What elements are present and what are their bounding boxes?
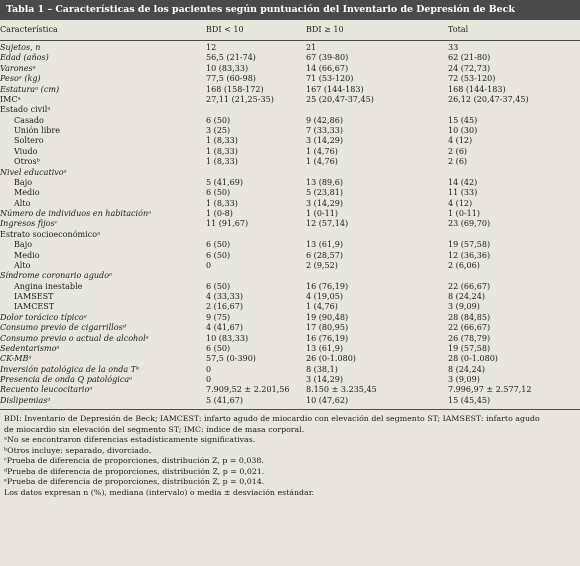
row-label: IMCᵃ xyxy=(0,94,21,104)
note-line: Los datos expresan n (%), mediana (intervalo) o media ± desviación estándar. xyxy=(4,487,315,497)
cell-bdi-high xyxy=(306,168,448,178)
table-row xyxy=(0,105,580,115)
cell-bdi-high: 1 (4,76) xyxy=(306,157,338,167)
cell-bdi-low: 11 (91,67) xyxy=(206,219,249,229)
cell-total xyxy=(448,105,580,115)
table-row xyxy=(0,219,580,229)
note-line: ᵇOtros incluye: separado, divorciado. xyxy=(4,445,152,455)
cell-total xyxy=(448,230,580,240)
cell-bdi-low: 1 (8,33) xyxy=(206,136,238,146)
cell-bdi-low: 6 (50) xyxy=(206,250,231,260)
row-label: Alto xyxy=(14,198,31,208)
cell-bdi-low: 6 (50) xyxy=(206,115,231,125)
table-row xyxy=(0,282,580,292)
note-line: ᵃNo se encontraron diferencias estadísticamente significativas. xyxy=(4,435,256,445)
cell-total: 4 (12) xyxy=(448,198,473,208)
cell-total: 8 (24,24) xyxy=(448,364,485,374)
note-line: ᵈPrueba de diferencia de proporciones, distribución Z, p = 0,021. xyxy=(4,466,265,476)
table-row xyxy=(0,41,580,54)
note-line: de miocardio sin elevación del segmento ST; IMC: índice de masa corporal. xyxy=(4,424,305,434)
table-row xyxy=(0,271,580,281)
cell-bdi-low xyxy=(206,168,306,178)
cell-total: 2 (6,06) xyxy=(448,260,480,270)
cell-bdi-low: 1 (8,33) xyxy=(206,157,238,167)
cell-bdi-high: 71 (53-120) xyxy=(306,74,354,84)
cell-total: 7.996,97 ± 2.577,12 xyxy=(448,385,532,395)
table-row xyxy=(0,344,580,354)
cell-bdi-low: 0 xyxy=(206,364,212,374)
row-label: Dolor torácico típicoᵃ xyxy=(0,312,87,322)
row-label: Casado xyxy=(14,115,44,125)
cell-total: 22 (66,67) xyxy=(448,281,491,291)
cell-total: 24 (72,73) xyxy=(448,63,491,73)
cell-total: 33 xyxy=(448,43,459,52)
cell-bdi-high: 3 (14,29) xyxy=(306,198,343,208)
cell-bdi-high: 13 (89,6) xyxy=(306,177,343,187)
cell-bdi-high: 26 (0-1.080) xyxy=(306,354,356,364)
cell-bdi-low: 57,5 (0-390) xyxy=(206,354,256,364)
cell-bdi-high: 13 (61,9) xyxy=(306,240,343,250)
row-label: Estrato socioeconómicoᵃ xyxy=(0,229,101,239)
table-row xyxy=(0,240,580,250)
cell-bdi-high: 16 (76,19) xyxy=(306,281,349,291)
cell-bdi-low: 6 (50) xyxy=(206,343,231,353)
row-label: Edad (años) xyxy=(0,53,49,63)
table-row xyxy=(0,334,580,344)
row-label: Sedentarismoᵃ xyxy=(0,343,60,353)
row-label: Dislipemiasᵃ xyxy=(0,395,51,405)
cell-bdi-low: 4 (33,33) xyxy=(206,292,243,301)
cell-bdi-low xyxy=(206,230,306,240)
cell-bdi-high: 8.150 ± 3.235,45 xyxy=(306,385,377,395)
cell-bdi-high: 3 (14,29) xyxy=(306,136,343,146)
patient-characteristics-table xyxy=(0,20,580,406)
table-row xyxy=(0,157,580,167)
table-row xyxy=(0,126,580,136)
table-row xyxy=(0,199,580,209)
table-row xyxy=(0,53,580,63)
table-row xyxy=(0,365,580,375)
row-label: Pesoᵃ (kg) xyxy=(0,74,41,84)
row-label: IAMCEST xyxy=(14,302,55,312)
cell-total: 10 (30) xyxy=(448,126,478,135)
row-label: CK-MBᵃ xyxy=(0,354,32,364)
cell-bdi-low: 27,11 (21,25-35) xyxy=(206,94,274,104)
cell-bdi-low: 168 (158-172) xyxy=(206,84,264,94)
cell-bdi-high: 167 (144-183) xyxy=(306,84,364,94)
cell-total: 3 (9,09) xyxy=(448,302,480,312)
note-line: BDI: Inventario de Depresión de Beck; IAMCEST: infarto agudo de miocardio con elevación del segmento ST; IAMSEST: infarto agudo xyxy=(4,414,540,424)
table-row xyxy=(0,292,580,302)
row-label: Inversión patológica de la onda Tᵉ xyxy=(0,364,140,374)
header-row xyxy=(0,20,580,41)
row-label: Medio xyxy=(14,188,40,198)
cell-bdi-high: 1 (4,76) xyxy=(306,146,338,156)
cell-bdi-low: 5 (41,69) xyxy=(206,177,243,187)
table-row xyxy=(0,178,580,188)
note-line: ᵉPrueba de diferencia de proporciones, distribución Z, p = 0,014. xyxy=(4,477,265,487)
cell-bdi-low: 6 (50) xyxy=(206,188,231,198)
cell-bdi-low: 5 (41,67) xyxy=(206,395,243,405)
row-label: Ingresos fijosᶜ xyxy=(0,219,58,229)
table-row xyxy=(0,323,580,333)
table-row xyxy=(0,354,580,364)
table-row xyxy=(0,64,580,74)
cell-bdi-low: 1 (0-8) xyxy=(206,209,233,218)
cell-total: 26,12 (20,47-37,45) xyxy=(448,94,529,104)
cell-total: 11 (33) xyxy=(448,188,478,198)
row-label: Alto xyxy=(14,260,31,270)
cell-total xyxy=(448,168,580,178)
header-bdi-high: BDI ≥ 10 xyxy=(306,20,448,41)
cell-bdi-low: 10 (83,33) xyxy=(206,63,249,73)
cell-total: 72 (53-120) xyxy=(448,74,496,84)
row-label: Presencia de onda Q patológicaᵃ xyxy=(0,375,133,384)
cell-total: 28 (0-1.080) xyxy=(448,354,498,364)
cell-total: 19 (57,58) xyxy=(448,343,491,353)
table-row xyxy=(0,302,580,312)
cell-total: 3 (9,09) xyxy=(448,375,480,384)
row-label: Angina inestable xyxy=(14,281,83,291)
cell-total: 15 (45,45) xyxy=(448,395,491,405)
cell-bdi-high xyxy=(306,105,448,115)
cell-bdi-high xyxy=(306,230,448,240)
cell-total: 4 (12) xyxy=(448,136,473,146)
cell-total: 26 (78,79) xyxy=(448,333,491,343)
cell-bdi-low: 0 xyxy=(206,260,212,270)
cell-bdi-high: 67 (39-80) xyxy=(306,53,349,63)
table-notes xyxy=(0,410,580,498)
cell-bdi-low: 56,5 (21-74) xyxy=(206,53,256,63)
row-label: Unión libre xyxy=(14,126,61,135)
cell-bdi-high: 12 (57,14) xyxy=(306,219,349,229)
cell-bdi-low: 12 xyxy=(206,43,217,52)
cell-bdi-high: 2 (9,52) xyxy=(306,260,338,270)
table-row xyxy=(0,313,580,323)
cell-bdi-low: 1 (8,33) xyxy=(206,198,238,208)
cell-bdi-high: 25 (20,47-37,45) xyxy=(306,94,374,104)
cell-bdi-low: 9 (75) xyxy=(206,312,231,322)
cell-bdi-high: 4 (19,05) xyxy=(306,292,343,301)
cell-bdi-high: 19 (90,48) xyxy=(306,312,349,322)
cell-bdi-low: 6 (50) xyxy=(206,240,231,250)
header-characteristic: Característica xyxy=(0,20,206,41)
header-total: Total xyxy=(448,20,580,41)
table-row xyxy=(0,385,580,395)
row-label: Medio xyxy=(14,250,40,260)
cell-bdi-high: 17 (80,95) xyxy=(306,323,349,333)
row-label: Soltero xyxy=(14,136,44,146)
table-row xyxy=(0,147,580,157)
table-row xyxy=(0,251,580,261)
cell-bdi-high: 13 (61,9) xyxy=(306,343,343,353)
cell-total: 168 (144-183) xyxy=(448,84,506,94)
table-title: Tabla 1 – Características de los pacientes según puntuación del Inventario de Depresión de Beck xyxy=(0,0,580,20)
cell-bdi-high: 1 (0-11) xyxy=(306,209,339,218)
table-row xyxy=(0,95,580,105)
cell-bdi-high: 6 (28,57) xyxy=(306,250,343,260)
row-label: Consumo previo o actual de alcoholᵃ xyxy=(0,333,149,343)
cell-total: 8 (24,24) xyxy=(448,292,485,301)
cell-bdi-low: 4 (41,67) xyxy=(206,323,243,333)
row-label: Número de individuos en habitaciónᵃ xyxy=(0,209,152,218)
row-label: Viudo xyxy=(14,146,38,156)
row-label: Nivel educativoᵃ xyxy=(0,167,67,177)
cell-bdi-high: 7 (33,33) xyxy=(306,126,343,135)
table-row xyxy=(0,116,580,126)
cell-bdi-low: 3 (25) xyxy=(206,126,231,135)
row-label: Bajo xyxy=(14,240,33,250)
header-bdi-low: BDI < 10 xyxy=(206,20,306,41)
cell-total: 62 (21-80) xyxy=(448,53,491,63)
cell-total: 19 (57,58) xyxy=(448,240,491,250)
cell-total: 23 (69,70) xyxy=(448,219,491,229)
cell-bdi-high: 8 (38,1) xyxy=(306,364,338,374)
cell-total: 14 (42) xyxy=(448,177,478,187)
table-row xyxy=(0,209,580,219)
table-row xyxy=(0,261,580,271)
row-label: Síndrome coronario agudoᵃ xyxy=(0,271,113,281)
cell-total xyxy=(448,271,580,281)
cell-bdi-low: 77,5 (60-98) xyxy=(206,74,256,84)
cell-bdi-low xyxy=(206,105,306,115)
cell-bdi-high: 5 (23,81) xyxy=(306,188,343,198)
cell-bdi-low xyxy=(206,271,306,281)
table-row xyxy=(0,188,580,198)
table-row xyxy=(0,396,580,406)
cell-bdi-high: 16 (76,19) xyxy=(306,333,349,343)
row-label: Estaturaᵃ (cm) xyxy=(0,84,60,94)
cell-total: 1 (0-11) xyxy=(448,209,481,218)
cell-bdi-high: 21 xyxy=(306,43,317,52)
table-row xyxy=(0,136,580,146)
cell-total: 15 (45) xyxy=(448,115,478,125)
row-label: IAMSEST xyxy=(14,292,54,301)
row-label: Consumo previo de cigarrillosᵈ xyxy=(0,323,126,333)
table-row xyxy=(0,230,580,240)
cell-bdi-low: 6 (50) xyxy=(206,281,231,291)
row-label: Estado civilᵃ xyxy=(0,105,51,115)
cell-bdi-high: 14 (66,67) xyxy=(306,63,349,73)
cell-bdi-high: 10 (47,62) xyxy=(306,395,349,405)
cell-bdi-low: 0 xyxy=(206,375,212,384)
table-row xyxy=(0,74,580,84)
row-label: Recuento leucocitarioᵃ xyxy=(0,385,93,395)
row-label: Sujetos, n xyxy=(0,43,41,52)
table-row xyxy=(0,375,580,385)
row-label: Bajo xyxy=(14,177,33,187)
cell-bdi-low: 10 (83,33) xyxy=(206,333,249,343)
cell-total: 12 (36,36) xyxy=(448,250,491,260)
cell-bdi-high: 1 (4,76) xyxy=(306,302,338,312)
table-row xyxy=(0,168,580,178)
cell-bdi-high: 3 (14,29) xyxy=(306,375,343,384)
cell-bdi-low: 2 (16,67) xyxy=(206,302,243,312)
row-label: Varonesᵃ xyxy=(0,63,36,73)
cell-bdi-low: 7.909,52 ± 2.201,56 xyxy=(206,385,290,395)
cell-total: 2 (6) xyxy=(448,157,468,167)
note-line: ᶜPrueba de diferencia de proporciones, distribución Z, p = 0,038. xyxy=(4,456,264,466)
row-label: Otrosᵇ xyxy=(14,157,40,167)
cell-total: 2 (6) xyxy=(448,146,468,156)
cell-total: 28 (84,85) xyxy=(448,312,491,322)
cell-bdi-low: 1 (8,33) xyxy=(206,146,238,156)
cell-total: 22 (66,67) xyxy=(448,323,491,333)
cell-bdi-high xyxy=(306,271,448,281)
table-row xyxy=(0,85,580,95)
cell-bdi-high: 9 (42,86) xyxy=(306,115,343,125)
